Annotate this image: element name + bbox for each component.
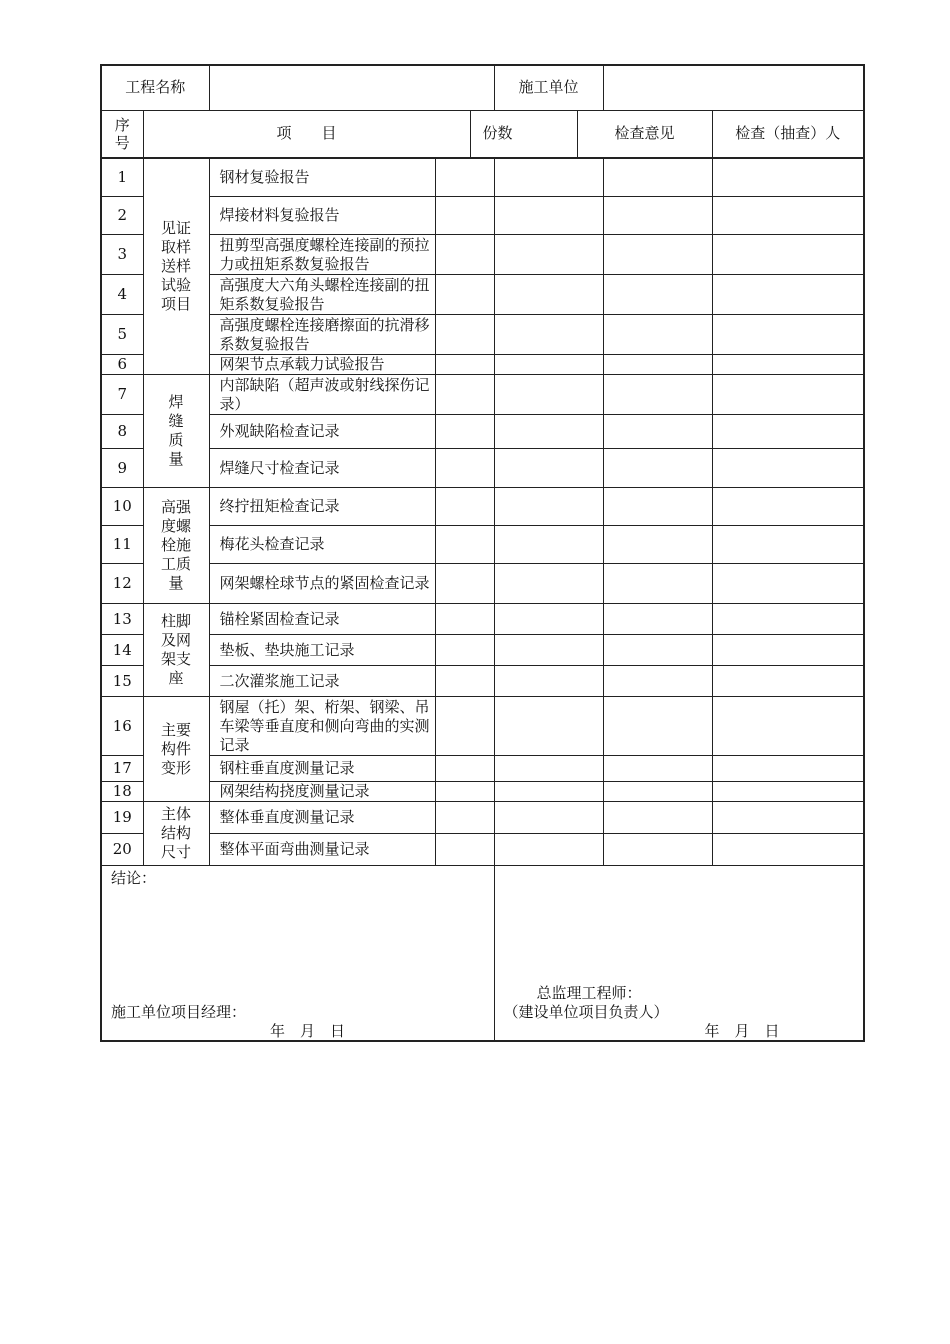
row-item: 扭剪型高强度螺栓连接副的预拉力或扭矩系数复验报告 bbox=[209, 235, 435, 275]
result-cell[interactable] bbox=[603, 315, 712, 355]
row-number: 16 bbox=[101, 697, 143, 756]
inspector-cell[interactable] bbox=[712, 802, 864, 834]
left-date: 年 月 日 bbox=[270, 1022, 346, 1040]
contractor-field[interactable] bbox=[603, 65, 864, 110]
row-number: 7 bbox=[101, 375, 143, 415]
row-number: 8 bbox=[101, 415, 143, 449]
result-cell[interactable] bbox=[603, 488, 712, 526]
row-item: 高强度螺栓连接磨擦面的抗滑移系数复验报告 bbox=[209, 315, 435, 355]
row-item: 焊接材料复验报告 bbox=[209, 197, 435, 235]
row-item: 内部缺陷（超声波或射线探伤记录） bbox=[209, 375, 435, 415]
group-structure-dimensions: 主体结构尺寸 bbox=[143, 802, 209, 866]
column-header-row bbox=[101, 110, 864, 158]
result-cell[interactable] bbox=[603, 802, 712, 834]
result-cell[interactable] bbox=[603, 635, 712, 666]
copies-cell[interactable] bbox=[435, 355, 494, 375]
inspector-cell[interactable] bbox=[712, 697, 864, 756]
result-cell[interactable] bbox=[603, 158, 712, 197]
row-item: 整体垂直度测量记录 bbox=[209, 802, 435, 834]
row-number: 11 bbox=[101, 526, 143, 564]
opinion-cell[interactable] bbox=[494, 604, 603, 635]
contractor-label: 施工单位 bbox=[494, 65, 603, 110]
conclusion-label: 结论： bbox=[111, 869, 157, 887]
table-row bbox=[101, 449, 864, 488]
row-item: 终拧扭矩检查记录 bbox=[209, 488, 435, 526]
table-row bbox=[101, 834, 864, 866]
table-row bbox=[101, 355, 864, 375]
opinion-cell[interactable] bbox=[494, 355, 603, 375]
copies-cell[interactable] bbox=[435, 564, 494, 604]
opinion-cell[interactable] bbox=[494, 635, 603, 666]
opinion-cell[interactable] bbox=[494, 756, 603, 782]
result-cell[interactable] bbox=[603, 275, 712, 315]
opinion-cell[interactable] bbox=[494, 315, 603, 355]
table-row bbox=[101, 782, 864, 802]
opinion-cell[interactable] bbox=[494, 802, 603, 834]
copies-cell[interactable] bbox=[435, 782, 494, 802]
row-number: 3 bbox=[101, 235, 143, 275]
inspector-cell[interactable] bbox=[712, 666, 864, 697]
right-date: 年 月 日 bbox=[704, 1022, 780, 1040]
copies-cell[interactable] bbox=[435, 315, 494, 355]
row-number: 13 bbox=[101, 604, 143, 635]
row-number: 1 bbox=[101, 158, 143, 197]
copies-cell[interactable] bbox=[435, 526, 494, 564]
inspector-cell[interactable] bbox=[712, 275, 864, 315]
copies-cell[interactable] bbox=[435, 697, 494, 756]
opinion-cell[interactable] bbox=[494, 197, 603, 235]
inspection-body bbox=[100, 157, 863, 1042]
opinion-cell[interactable] bbox=[494, 564, 603, 604]
row-item: 焊缝尺寸检查记录 bbox=[209, 449, 435, 488]
row-item: 整体平面弯曲测量记录 bbox=[209, 834, 435, 866]
inspector-cell[interactable] bbox=[712, 158, 864, 197]
row-item: 网架结构挠度测量记录 bbox=[209, 782, 435, 802]
table-row bbox=[101, 415, 864, 449]
col-copies-header: 份数 bbox=[470, 110, 577, 158]
col-seq-header: 序号 bbox=[101, 110, 143, 158]
row-item: 高强度大六角头螺栓连接副的扭矩系数复验报告 bbox=[209, 275, 435, 315]
opinion-cell[interactable] bbox=[494, 782, 603, 802]
row-number: 15 bbox=[101, 666, 143, 697]
copies-cell[interactable] bbox=[435, 449, 494, 488]
inspector-cell[interactable] bbox=[712, 355, 864, 375]
inspector-cell[interactable] bbox=[712, 635, 864, 666]
row-item: 钢柱垂直度测量记录 bbox=[209, 756, 435, 782]
inspector-cell[interactable] bbox=[712, 375, 864, 415]
copies-cell[interactable] bbox=[435, 197, 494, 235]
row-number: 18 bbox=[101, 782, 143, 802]
inspector-cell[interactable] bbox=[712, 197, 864, 235]
result-cell[interactable] bbox=[603, 449, 712, 488]
row-number: 14 bbox=[101, 635, 143, 666]
inspector-cell[interactable] bbox=[712, 756, 864, 782]
result-cell[interactable] bbox=[603, 375, 712, 415]
opinion-cell[interactable] bbox=[494, 275, 603, 315]
group-member-deformation: 主要构件变形 bbox=[143, 697, 209, 802]
contractor-pm-label: 施工单位项目经理： bbox=[111, 1003, 247, 1021]
opinion-cell[interactable] bbox=[494, 834, 603, 866]
table-row bbox=[101, 197, 864, 235]
copies-cell[interactable] bbox=[435, 604, 494, 635]
table-row bbox=[101, 315, 864, 355]
inspection-table bbox=[100, 64, 865, 159]
table-row bbox=[101, 604, 864, 635]
project-name-label: 工程名称 bbox=[101, 65, 209, 110]
result-cell[interactable] bbox=[603, 526, 712, 564]
copies-cell[interactable] bbox=[435, 488, 494, 526]
opinion-cell[interactable] bbox=[494, 375, 603, 415]
opinion-cell[interactable] bbox=[494, 235, 603, 275]
conclusion-block bbox=[102, 866, 494, 1040]
row-number: 20 bbox=[101, 834, 143, 866]
opinion-cell[interactable] bbox=[494, 697, 603, 756]
table-row bbox=[101, 526, 864, 564]
chief-engineer-label: 总监理工程师： bbox=[536, 984, 642, 1002]
row-number: 5 bbox=[101, 315, 143, 355]
copies-cell[interactable] bbox=[435, 415, 494, 449]
table-row bbox=[101, 235, 864, 275]
copies-cell[interactable] bbox=[435, 756, 494, 782]
result-cell[interactable] bbox=[603, 564, 712, 604]
copies-cell[interactable] bbox=[435, 802, 494, 834]
inspection-form bbox=[100, 64, 863, 159]
inspector-cell[interactable] bbox=[712, 604, 864, 635]
table-row bbox=[101, 158, 864, 197]
result-cell[interactable] bbox=[603, 756, 712, 782]
row-number: 12 bbox=[101, 564, 143, 604]
row-number: 10 bbox=[101, 488, 143, 526]
copies-cell[interactable] bbox=[435, 235, 494, 275]
row-number: 9 bbox=[101, 449, 143, 488]
inspector-cell[interactable] bbox=[712, 526, 864, 564]
approval-cell[interactable] bbox=[494, 866, 864, 1042]
col-opinion-header: 检查意见 bbox=[577, 110, 712, 158]
inspector-cell[interactable] bbox=[712, 449, 864, 488]
result-cell[interactable] bbox=[603, 604, 712, 635]
row-number: 17 bbox=[101, 756, 143, 782]
result-cell[interactable] bbox=[603, 415, 712, 449]
table-row bbox=[101, 275, 864, 315]
inspector-cell[interactable] bbox=[712, 564, 864, 604]
copies-cell[interactable] bbox=[435, 158, 494, 197]
opinion-cell[interactable] bbox=[494, 415, 603, 449]
table-row bbox=[101, 802, 864, 834]
table-row bbox=[101, 666, 864, 697]
inspector-cell[interactable] bbox=[712, 315, 864, 355]
table-row bbox=[101, 756, 864, 782]
result-cell[interactable] bbox=[603, 666, 712, 697]
group-hs-bolt-quality: 高强度螺栓施工质量 bbox=[143, 488, 209, 604]
inspector-cell[interactable] bbox=[712, 782, 864, 802]
row-item: 梅花头检查记录 bbox=[209, 526, 435, 564]
row-number: 2 bbox=[101, 197, 143, 235]
opinion-cell[interactable] bbox=[494, 526, 603, 564]
project-name-field[interactable] bbox=[209, 65, 494, 110]
copies-cell[interactable] bbox=[435, 635, 494, 666]
owner-rep-label: （建设单位项目负责人） bbox=[503, 1003, 669, 1021]
opinion-cell[interactable] bbox=[494, 449, 603, 488]
opinion-cell[interactable] bbox=[494, 158, 603, 197]
inspector-cell[interactable] bbox=[712, 834, 864, 866]
col-item-header: 项 目 bbox=[143, 110, 470, 158]
result-cell[interactable] bbox=[603, 697, 712, 756]
inspection-rows bbox=[100, 157, 865, 1042]
row-item: 钢材复验报告 bbox=[209, 158, 435, 197]
signature-row bbox=[101, 866, 864, 1042]
table-row bbox=[101, 697, 864, 756]
row-number: 6 bbox=[101, 355, 143, 375]
inspector-cell[interactable] bbox=[712, 415, 864, 449]
table-row bbox=[101, 375, 864, 415]
opinion-cell[interactable] bbox=[494, 666, 603, 697]
conclusion-cell[interactable] bbox=[101, 866, 494, 1042]
opinion-cell[interactable] bbox=[494, 488, 603, 526]
col-inspector-header: 检查（抽查）人 bbox=[712, 110, 864, 158]
result-cell[interactable] bbox=[603, 235, 712, 275]
row-number: 4 bbox=[101, 275, 143, 315]
approval-block bbox=[495, 866, 864, 1040]
table-row bbox=[101, 564, 864, 604]
row-item: 二次灌浆施工记录 bbox=[209, 666, 435, 697]
result-cell[interactable] bbox=[603, 355, 712, 375]
row-item: 网架节点承载力试验报告 bbox=[209, 355, 435, 375]
header-row bbox=[101, 65, 864, 110]
table-row bbox=[101, 635, 864, 666]
inspector-cell[interactable] bbox=[712, 235, 864, 275]
copies-cell[interactable] bbox=[435, 834, 494, 866]
result-cell[interactable] bbox=[603, 782, 712, 802]
result-cell[interactable] bbox=[603, 834, 712, 866]
row-item: 网架螺栓球节点的紧固检查记录 bbox=[209, 564, 435, 604]
copies-cell[interactable] bbox=[435, 375, 494, 415]
table-row bbox=[101, 488, 864, 526]
row-item: 外观缺陷检查记录 bbox=[209, 415, 435, 449]
row-item: 锚栓紧固检查记录 bbox=[209, 604, 435, 635]
inspector-cell[interactable] bbox=[712, 488, 864, 526]
group-witness-sampling: 见证取样送样试验项目 bbox=[143, 158, 209, 375]
copies-cell[interactable] bbox=[435, 666, 494, 697]
row-item: 垫板、垫块施工记录 bbox=[209, 635, 435, 666]
group-weld-quality: 焊缝质量 bbox=[143, 375, 209, 488]
row-number: 19 bbox=[101, 802, 143, 834]
row-item: 钢屋（托）架、桁架、钢梁、吊车梁等垂直度和侧向弯曲的实测记录 bbox=[209, 697, 435, 756]
result-cell[interactable] bbox=[603, 197, 712, 235]
copies-cell[interactable] bbox=[435, 275, 494, 315]
group-column-base: 柱脚及网架支座 bbox=[143, 604, 209, 697]
